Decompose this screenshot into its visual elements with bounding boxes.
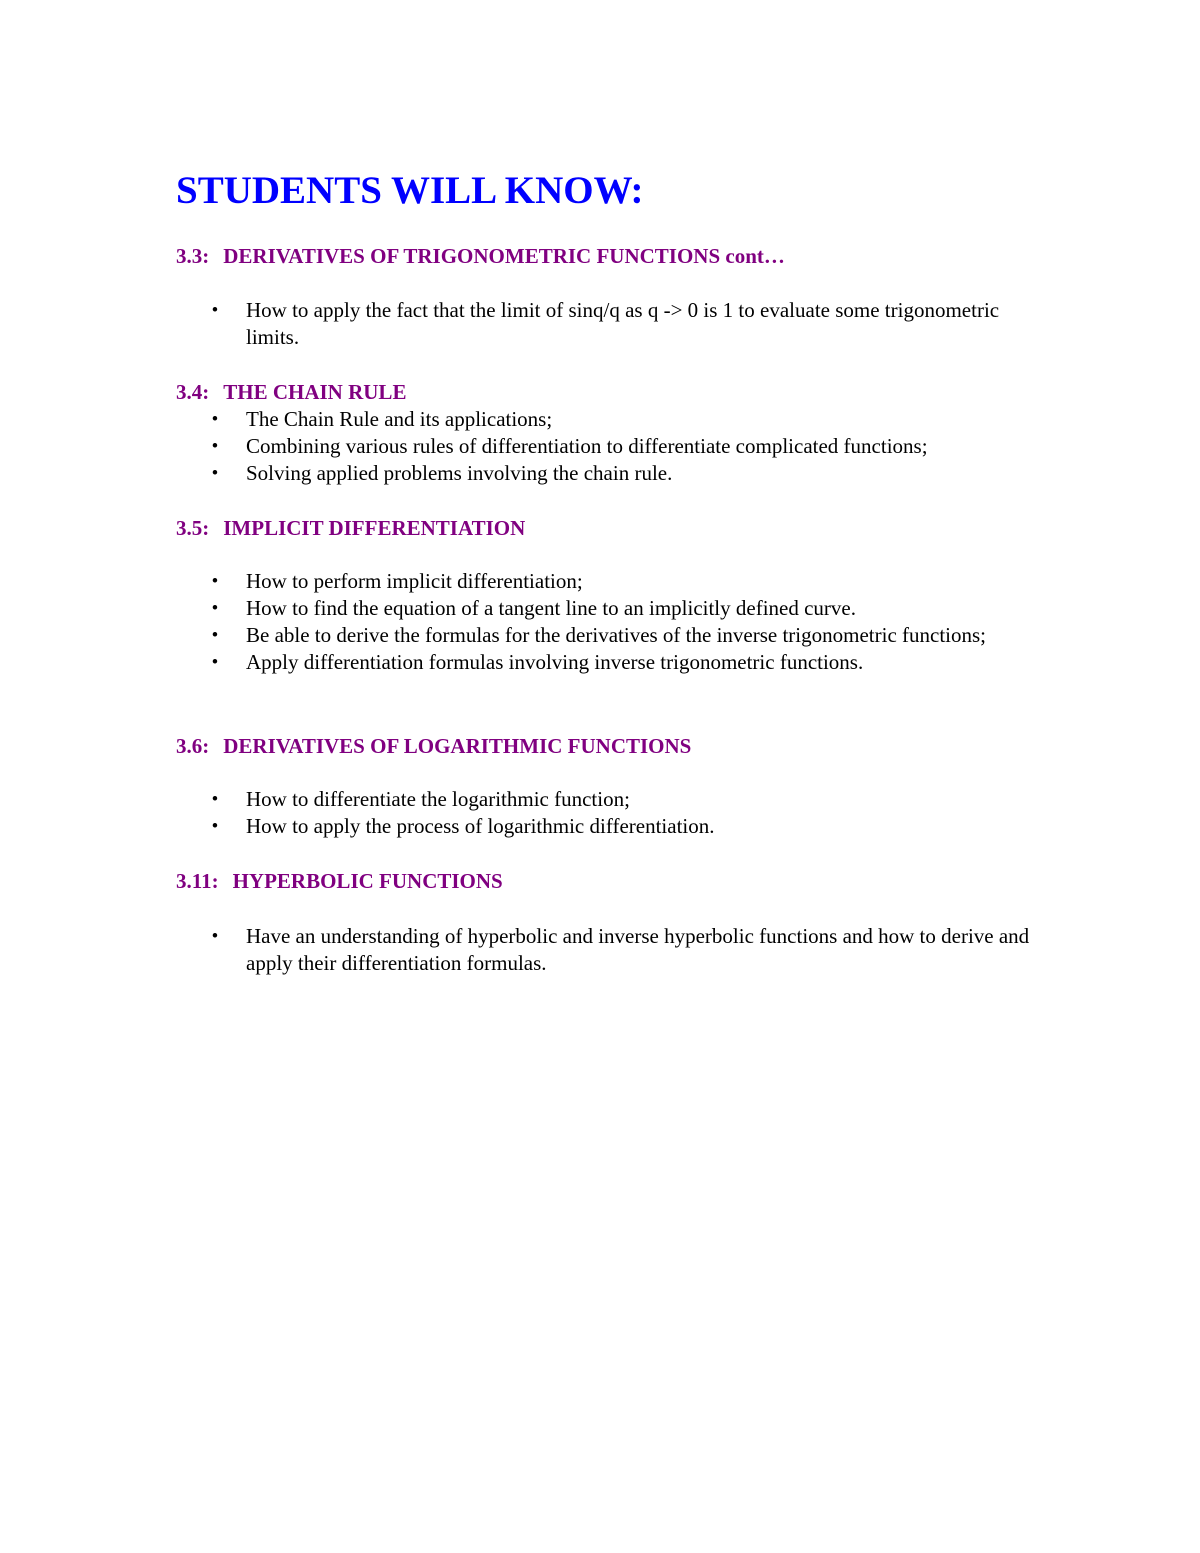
section-heading-3-4	[176, 379, 406, 405]
section-number: 3.6:	[176, 734, 210, 758]
list-item	[208, 406, 1038, 433]
section-number: 3.3:	[176, 244, 210, 268]
bullet-icon: •	[211, 571, 219, 592]
bullet-icon: •	[211, 789, 219, 810]
list-item	[208, 813, 1038, 840]
section-heading-3-11	[176, 868, 503, 894]
bullet-icon: •	[211, 300, 219, 321]
page-title: STUDENTS WILL KNOW:	[176, 169, 644, 212]
list-item	[208, 460, 1038, 487]
bullet-icon: •	[211, 926, 219, 947]
list-item-text: How to perform implicit differentiation;	[246, 569, 583, 593]
list-item	[208, 786, 1038, 813]
section-title: DERIVATIVES OF TRIGONOMETRIC FUNCTIONS cont…	[223, 244, 785, 268]
list-item-text: How to differentiate the logarithmic function;	[246, 787, 630, 811]
list-item-text: The Chain Rule and its applications;	[246, 407, 553, 431]
list-item-text: How to find the equation of a tangent line to an implicitly defined curve.	[246, 596, 856, 620]
bullet-icon: •	[211, 409, 219, 430]
bullet-icon: •	[211, 652, 219, 673]
section-heading-3-3	[176, 243, 785, 269]
section-heading-3-6	[176, 733, 691, 759]
list-item-text: Apply differentiation formulas involving inverse trigonometric functions.	[246, 650, 864, 674]
list-item-text: Be able to derive the formulas for the derivatives of the inverse trigonometric functions;	[246, 623, 987, 647]
list-item	[208, 433, 1038, 460]
list-item	[208, 649, 1038, 676]
section-title: THE CHAIN RULE	[223, 380, 407, 404]
bullet-list-3-11	[208, 923, 1038, 977]
section-title: HYPERBOLIC FUNCTIONS	[232, 869, 503, 893]
list-item-text: Combining various rules of differentiation to differentiate complicated functions;	[246, 434, 928, 458]
list-item-text: Solving applied problems involving the chain rule.	[246, 461, 673, 485]
section-number: 3.5:	[176, 516, 210, 540]
bullet-list-3-5	[208, 568, 1038, 676]
list-item	[208, 622, 1038, 649]
list-item-text: How to apply the fact that the limit of sinq/q as q -> 0 is 1 to evaluate some trigonometric limits.	[246, 298, 1000, 349]
list-item	[208, 297, 1038, 351]
section-title: DERIVATIVES OF LOGARITHMIC FUNCTIONS	[223, 734, 692, 758]
section-title: IMPLICIT DIFFERENTIATION	[223, 516, 526, 540]
list-item	[208, 595, 1038, 622]
bullet-list-3-6	[208, 786, 1038, 840]
section-heading-3-5	[176, 515, 525, 541]
bullet-list-3-4	[208, 406, 1038, 487]
bullet-icon: •	[211, 816, 219, 837]
list-item-text: How to apply the process of logarithmic differentiation.	[246, 814, 715, 838]
list-item	[208, 923, 1038, 977]
section-number: 3.11:	[176, 869, 219, 893]
list-item-text: Have an understanding of hyperbolic and inverse hyperbolic functions and how to derive and apply their differentiation formulas.	[246, 924, 1030, 975]
bullet-icon: •	[211, 625, 219, 646]
bullet-icon: •	[211, 436, 219, 457]
section-number: 3.4:	[176, 380, 210, 404]
bullet-icon: •	[211, 463, 219, 484]
bullet-icon: •	[211, 598, 219, 619]
bullet-list-3-3	[208, 297, 1038, 351]
list-item	[208, 568, 1038, 595]
